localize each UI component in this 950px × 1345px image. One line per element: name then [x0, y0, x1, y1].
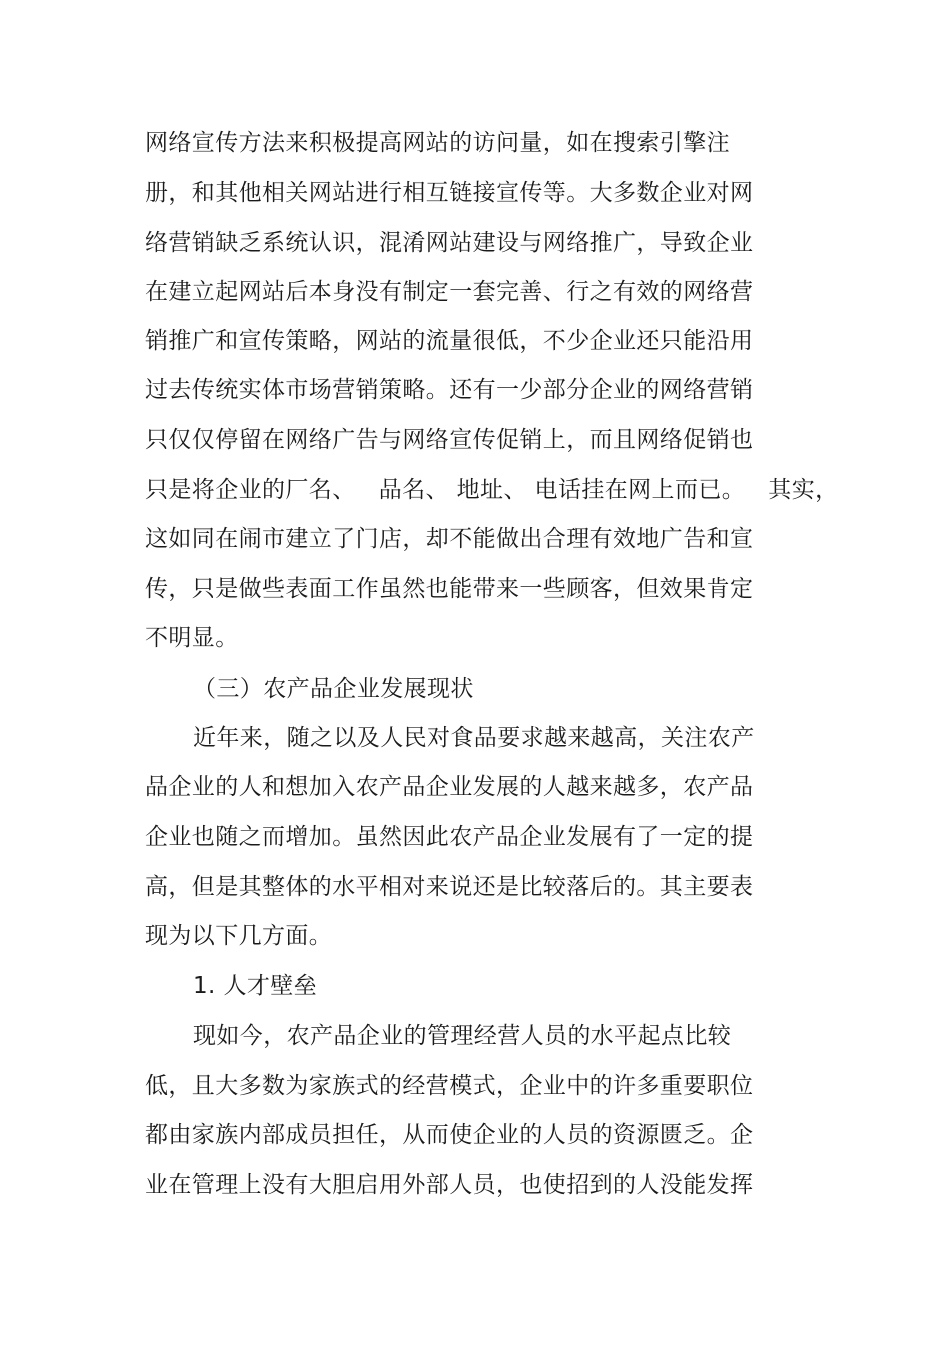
- text-line: 过去传统实体市场营销策略。还有一少部分企业的网络营销: [145, 377, 754, 403]
- text-line: 只是将企业的厂名、 品名、 地址、 电话挂在网上而已。 其实，: [145, 477, 839, 503]
- text-line: 业在管理上没有大胆启用外部人员，也使招到的人没能发挥: [145, 1172, 754, 1198]
- text-line: 在建立起网站后本身没有制定一套完善、行之有效的网络营: [145, 279, 754, 305]
- text-line: 销推广和宣传策略，网站的流量很低，不少企业还只能沿用: [145, 328, 754, 354]
- text-line: 高，但是其整体的水平相对来说还是比较落后的。其主要表: [145, 874, 754, 900]
- text-line: 传，只是做些表面工作虽然也能带来一些顾客，但效果肯定: [145, 576, 754, 602]
- text-line: 近年来，随之以及人民对食品要求越来越高，关注农产: [193, 725, 755, 751]
- subheading: 1. 人才壁垒: [193, 973, 318, 999]
- text-line: 企业也随之而增加。虽然因此农产品企业发展有了一定的提: [145, 824, 754, 850]
- text-line: 现如今，农产品企业的管理经营人员的水平起点比较: [193, 1023, 732, 1049]
- text-line: 都由家族内部成员担任，从而使企业的人员的资源匮乏。企: [145, 1122, 754, 1148]
- text-line: 只仅仅停留在网络广告与网络宣传促销上，而且网络促销也: [145, 427, 754, 453]
- section-heading: （三）农产品企业发展现状: [193, 676, 474, 702]
- text-line: 这如同在闹市建立了门店，却不能做出合理有效地广告和宣: [145, 526, 754, 552]
- text-line: 络营销缺乏系统认识，混淆网站建设与网络推广，导致企业: [145, 230, 754, 256]
- text-line: 不明显。: [145, 625, 239, 651]
- text-line: 低，且大多数为家族式的经营模式，企业中的许多重要职位: [145, 1073, 754, 1099]
- text-line: 册，和其他相关网站进行相互链接宣传等。大多数企业对网: [145, 180, 754, 206]
- text-line: 网络宣传方法来积极提高网站的访问量，如在搜索引擎注: [145, 130, 730, 156]
- text-line: 品企业的人和想加入农产品企业发展的人越来越多，农产品: [145, 774, 754, 800]
- text-line: 现为以下几方面。: [145, 923, 333, 949]
